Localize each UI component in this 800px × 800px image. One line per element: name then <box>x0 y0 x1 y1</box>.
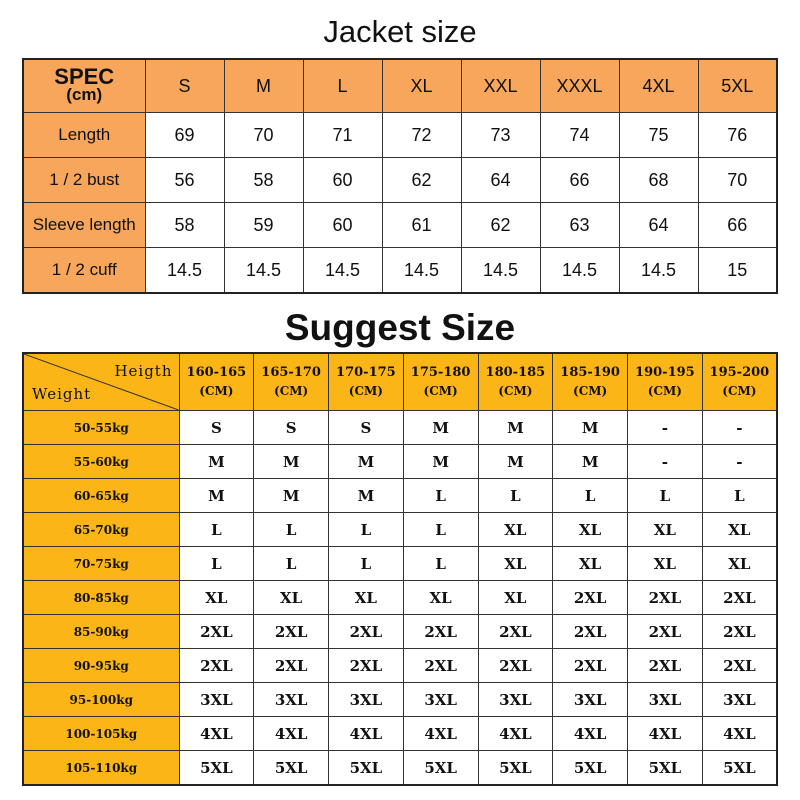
weight-label: 70-75kg <box>23 547 179 581</box>
height-range: 195-200 <box>709 365 770 380</box>
suggested-size-cell: 2XL <box>254 615 329 649</box>
suggested-size-cell: XL <box>553 513 628 547</box>
measurement-value: 15 <box>698 248 777 294</box>
suggested-size-cell: 5XL <box>628 751 703 786</box>
suggested-size-cell: 3XL <box>628 683 703 717</box>
measurement-label: Sleeve length <box>23 203 145 248</box>
suggested-size-cell: M <box>553 411 628 445</box>
suggested-size-cell: M <box>329 445 404 479</box>
measurement-value: 63 <box>540 203 619 248</box>
height-range: 180-185 <box>485 365 546 380</box>
suggested-size-cell: 2XL <box>553 615 628 649</box>
spec-unit: (cm) <box>66 85 103 104</box>
measurement-label: Length <box>23 113 145 158</box>
suggested-size-cell: L <box>403 479 478 513</box>
height-unit: (CM) <box>722 384 757 398</box>
suggested-size-cell: L <box>553 479 628 513</box>
height-header-cell <box>254 353 329 411</box>
measurement-value: 64 <box>461 158 540 203</box>
table-row <box>23 717 777 751</box>
suggest-size-table <box>22 352 778 786</box>
measurement-value: 14.5 <box>145 248 224 294</box>
measurement-value: 59 <box>224 203 303 248</box>
size-header-cell: XXXL <box>540 59 619 113</box>
suggested-size-cell: 2XL <box>403 615 478 649</box>
height-header-cell <box>553 353 628 411</box>
size-header-cell: M <box>224 59 303 113</box>
suggested-size-cell: L <box>254 513 329 547</box>
suggested-size-cell: 4XL <box>179 717 254 751</box>
suggested-size-cell: 2XL <box>702 581 777 615</box>
weight-label: 50-55kg <box>23 411 179 445</box>
suggested-size-cell: M <box>179 445 254 479</box>
suggested-size-cell: 5XL <box>478 751 553 786</box>
height-header-cell <box>179 353 254 411</box>
suggested-size-cell: 2XL <box>553 649 628 683</box>
suggested-size-cell: 3XL <box>403 683 478 717</box>
weight-axis-label: Weight <box>32 385 92 403</box>
suggested-size-cell: S <box>254 411 329 445</box>
measurement-value: 64 <box>619 203 698 248</box>
size-header-cell: S <box>145 59 224 113</box>
weight-label: 80-85kg <box>23 581 179 615</box>
suggested-size-cell: L <box>254 547 329 581</box>
suggested-size-cell: XL <box>254 581 329 615</box>
measurement-value: 69 <box>145 113 224 158</box>
measurement-value: 71 <box>303 113 382 158</box>
height-unit: (CM) <box>199 384 234 398</box>
suggested-size-cell: - <box>628 411 703 445</box>
corner-header-cell <box>23 353 179 411</box>
table-row <box>23 581 777 615</box>
height-range: 160-165 <box>186 365 247 380</box>
suggested-size-cell: 2XL <box>329 615 404 649</box>
suggested-size-cell: 5XL <box>702 751 777 786</box>
weight-label: 100-105kg <box>23 717 179 751</box>
suggested-size-cell: M <box>254 445 329 479</box>
suggested-size-cell: S <box>329 411 404 445</box>
table-row <box>23 683 777 717</box>
suggested-size-cell: XL <box>702 513 777 547</box>
suggested-size-cell: 2XL <box>254 649 329 683</box>
measurement-value: 66 <box>698 203 777 248</box>
height-header-cell <box>478 353 553 411</box>
measurement-value: 14.5 <box>382 248 461 294</box>
measurement-value: 60 <box>303 158 382 203</box>
suggested-size-cell: 2XL <box>478 615 553 649</box>
weight-label: 60-65kg <box>23 479 179 513</box>
suggested-size-cell: 4XL <box>628 717 703 751</box>
table-row <box>23 203 777 248</box>
suggest-size-title: Suggest Size <box>284 307 516 348</box>
measurement-label: 1 / 2 cuff <box>23 248 145 294</box>
measurement-value: 56 <box>145 158 224 203</box>
measurement-value: 73 <box>461 113 540 158</box>
measurement-value: 75 <box>619 113 698 158</box>
suggested-size-cell: L <box>478 479 553 513</box>
height-unit: (CM) <box>573 384 608 398</box>
suggested-size-cell: L <box>403 513 478 547</box>
suggested-size-cell: L <box>329 513 404 547</box>
suggested-size-cell: - <box>702 411 777 445</box>
suggested-size-cell: 2XL <box>403 649 478 683</box>
suggested-size-cell: - <box>702 445 777 479</box>
suggested-size-cell: 3XL <box>179 683 254 717</box>
suggested-size-cell: XL <box>553 547 628 581</box>
suggested-size-cell: M <box>478 411 553 445</box>
suggested-size-cell: 4XL <box>403 717 478 751</box>
table-row <box>23 248 777 294</box>
measurement-label: 1 / 2 bust <box>23 158 145 203</box>
table-row <box>23 158 777 203</box>
measurement-value: 76 <box>698 113 777 158</box>
suggested-size-cell: M <box>254 479 329 513</box>
suggested-size-cell: 5XL <box>403 751 478 786</box>
suggested-size-cell: 2XL <box>478 649 553 683</box>
height-header-cell <box>702 353 777 411</box>
height-unit: (CM) <box>274 384 309 398</box>
table-row <box>23 513 777 547</box>
suggested-size-cell: XL <box>628 547 703 581</box>
spec-header-cell <box>23 59 145 113</box>
table-row <box>23 479 777 513</box>
size-header-cell: XL <box>382 59 461 113</box>
suggested-size-cell: L <box>329 547 404 581</box>
jacket-size-title: Jacket size <box>323 14 477 49</box>
height-unit: (CM) <box>498 384 533 398</box>
suggested-size-cell: M <box>403 445 478 479</box>
height-unit: (CM) <box>647 384 682 398</box>
suggested-size-cell: 3XL <box>254 683 329 717</box>
suggested-size-cell: 2XL <box>628 581 703 615</box>
suggested-size-cell: XL <box>628 513 703 547</box>
weight-label: 105-110kg <box>23 751 179 786</box>
measurement-value: 61 <box>382 203 461 248</box>
weight-label: 55-60kg <box>23 445 179 479</box>
measurement-value: 74 <box>540 113 619 158</box>
suggested-size-cell: M <box>179 479 254 513</box>
suggested-size-cell: 2XL <box>553 581 628 615</box>
jacket-header-row <box>23 59 777 113</box>
suggested-size-cell: 3XL <box>329 683 404 717</box>
height-range: 185-190 <box>560 365 620 380</box>
height-range: 165-170 <box>261 365 321 380</box>
suggested-size-cell: 5XL <box>553 751 628 786</box>
suggested-size-cell: XL <box>702 547 777 581</box>
suggested-size-cell: L <box>702 479 777 513</box>
suggested-size-cell: 4XL <box>478 717 553 751</box>
suggested-size-cell: 3XL <box>478 683 553 717</box>
size-header-cell: L <box>303 59 382 113</box>
height-header-cell <box>329 353 404 411</box>
size-header-cell: 5XL <box>698 59 777 113</box>
height-unit: (CM) <box>423 384 458 398</box>
measurement-value: 58 <box>224 158 303 203</box>
measurement-value: 14.5 <box>619 248 698 294</box>
measurement-value: 62 <box>382 158 461 203</box>
measurement-value: 70 <box>698 158 777 203</box>
table-row <box>23 547 777 581</box>
suggested-size-cell: 5XL <box>179 751 254 786</box>
table-row <box>23 411 777 445</box>
suggested-size-cell: XL <box>478 581 553 615</box>
suggested-size-cell: 4XL <box>702 717 777 751</box>
measurement-value: 68 <box>619 158 698 203</box>
suggested-size-cell: XL <box>329 581 404 615</box>
table-row <box>23 649 777 683</box>
suggested-size-cell: 3XL <box>553 683 628 717</box>
weight-label: 65-70kg <box>23 513 179 547</box>
measurement-value: 14.5 <box>224 248 303 294</box>
table-row <box>23 615 777 649</box>
suggested-size-cell: L <box>628 479 703 513</box>
height-header-cell <box>403 353 478 411</box>
suggested-size-cell: 2XL <box>179 649 254 683</box>
suggested-size-cell: 5XL <box>254 751 329 786</box>
suggested-size-cell: XL <box>478 513 553 547</box>
suggested-size-cell: L <box>179 513 254 547</box>
jacket-size-table <box>22 58 778 294</box>
suggested-size-cell: 2XL <box>702 615 777 649</box>
suggested-size-cell: 2XL <box>179 615 254 649</box>
measurement-value: 14.5 <box>303 248 382 294</box>
height-range: 190-195 <box>635 365 695 380</box>
spec-label: SPEC <box>54 64 115 89</box>
suggested-size-cell: M <box>329 479 404 513</box>
suggested-size-cell: 2XL <box>702 649 777 683</box>
suggested-size-cell: M <box>478 445 553 479</box>
suggested-size-cell: 4XL <box>329 717 404 751</box>
suggested-size-cell: S <box>179 411 254 445</box>
suggested-size-cell: 2XL <box>329 649 404 683</box>
measurement-value: 72 <box>382 113 461 158</box>
suggested-size-cell: - <box>628 445 703 479</box>
table-row <box>23 751 777 786</box>
suggested-size-cell: XL <box>179 581 254 615</box>
suggested-size-cell: L <box>403 547 478 581</box>
suggested-size-cell: XL <box>478 547 553 581</box>
height-range: 175-180 <box>410 365 471 380</box>
measurement-value: 66 <box>540 158 619 203</box>
height-range: 170-175 <box>336 365 396 380</box>
suggested-size-cell: 5XL <box>329 751 404 786</box>
suggested-size-cell: 2XL <box>628 615 703 649</box>
height-unit: (CM) <box>348 384 383 398</box>
suggested-size-cell: 4XL <box>254 717 329 751</box>
measurement-value: 60 <box>303 203 382 248</box>
table-row <box>23 445 777 479</box>
height-header-cell <box>628 353 703 411</box>
measurement-value: 70 <box>224 113 303 158</box>
suggested-size-cell: L <box>179 547 254 581</box>
suggested-size-cell: XL <box>403 581 478 615</box>
measurement-value: 58 <box>145 203 224 248</box>
size-header-cell: XXL <box>461 59 540 113</box>
measurement-value: 14.5 <box>461 248 540 294</box>
suggested-size-cell: 3XL <box>702 683 777 717</box>
measurement-value: 62 <box>461 203 540 248</box>
table-row <box>23 113 777 158</box>
weight-label: 85-90kg <box>23 615 179 649</box>
suggest-header-row <box>23 353 777 411</box>
weight-label: 90-95kg <box>23 649 179 683</box>
weight-label: 95-100kg <box>23 683 179 717</box>
height-axis-label: Heigth <box>114 362 173 380</box>
suggested-size-cell: 4XL <box>553 717 628 751</box>
size-header-cell: 4XL <box>619 59 698 113</box>
suggested-size-cell: M <box>403 411 478 445</box>
suggested-size-cell: M <box>553 445 628 479</box>
suggested-size-cell: 2XL <box>628 649 703 683</box>
measurement-value: 14.5 <box>540 248 619 294</box>
